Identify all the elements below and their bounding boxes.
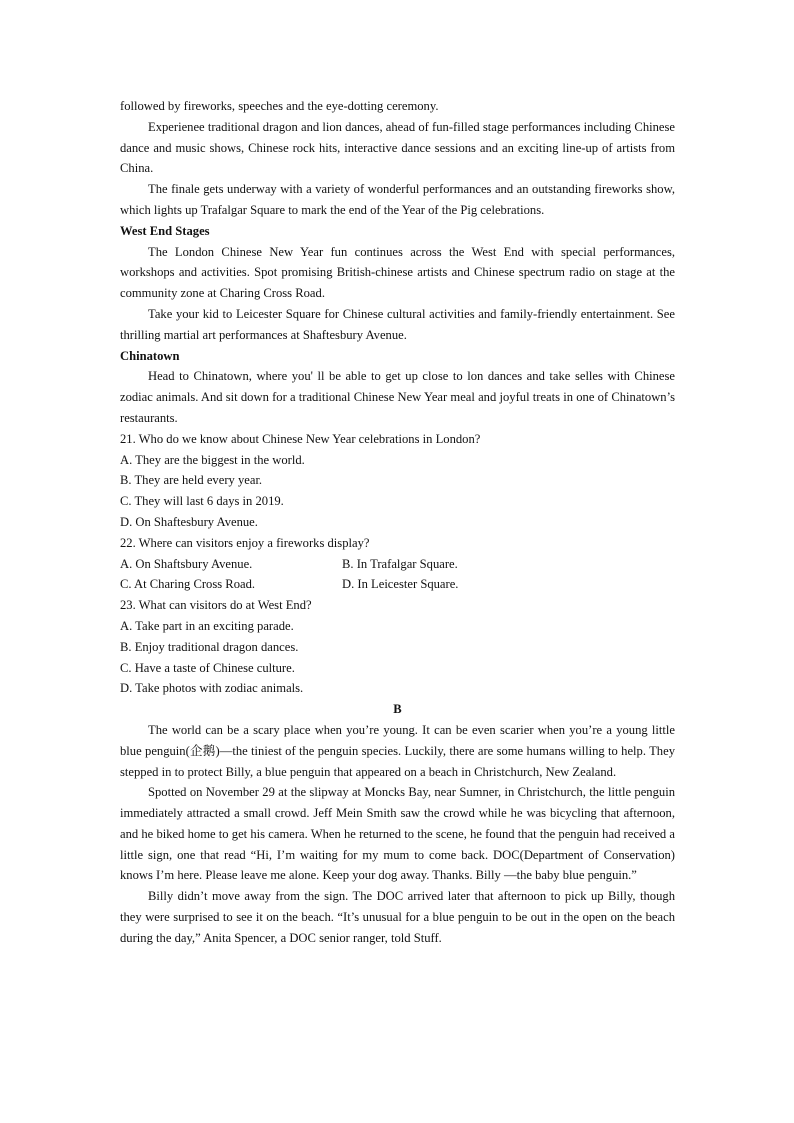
- paragraph-a0: followed by fireworks, speeches and the eye-dotting ceremony.: [120, 99, 439, 113]
- paragraph-b3: Billy didn’t move away from the sign. The DOC arrived later that afternoon to pick up Billy, though they were surprised to see it on the beach. “It’s unusual for a blue penguin to be out in the open on the beach during the day,” Anita Spencer, a DOC senior ranger, told Stuff.: [120, 889, 675, 945]
- option-a: A. Take part in an exciting parade.: [120, 618, 294, 633]
- option-row: [120, 554, 675, 575]
- paragraph-a3: The London Chinese New Year fun continues across the West End with special performances, workshops and activities. Spot promising British-chinese artists and Chinese spectrum radio on stage at the community zone at Charing Cross Road.: [120, 244, 675, 301]
- heading-chinatown: Chinatown: [120, 348, 180, 363]
- paragraph-a4: Take your kid to Leicester Square for Chinese cultural activities and family-friendly entertainment. See thrilling martial art performances at Shaftesbury Avenue.: [120, 306, 675, 342]
- heading-west-end-stages: West End Stages: [120, 223, 210, 238]
- option-b: B. Enjoy traditional dragon dances.: [120, 639, 299, 654]
- question-23: [120, 595, 675, 699]
- option-b: B. In Trafalgar Square.: [342, 556, 458, 571]
- option-row: [120, 574, 675, 595]
- option-d: D. On Shaftesbury Avenue.: [120, 514, 258, 529]
- option-c: C. At Charing Cross Road.: [120, 577, 256, 592]
- question-stem: 23. What can visitors do at West End?: [120, 598, 312, 613]
- option-c: C. They will last 6 days in 2019.: [120, 494, 284, 509]
- paragraph-b1: The world can be a scary place when you’re young. It can be even scarier when you’re a young little blue penguin(企鹅)—the tiniest of the penguin species. Luckily, there are some humans willing to help. They stepped in to protect Billy, a blue penguin that appeared on a beach in Christchurch, New Zealand.: [120, 722, 675, 779]
- option-d: D. Take photos with zodiac animals.: [120, 681, 304, 696]
- question-stem: 22. Where can visitors enjoy a fireworks display?: [120, 535, 370, 550]
- section-b-heading: B: [393, 702, 402, 717]
- option-c: C. Have a taste of Chinese culture.: [120, 660, 295, 675]
- question-stem: 21. Who do we know about Chinese New Year celebrations in London?: [120, 431, 481, 446]
- option-a: A. They are the biggest in the world.: [120, 452, 305, 467]
- paragraph-a5: Head to Chinatown, where you' ll be able to get up close to lon dances and take selles with Chinese zodiac animals. And sit down for a traditional Chinese New Year meal and joyful treats in one of Chinatown’s restaurants.: [120, 369, 675, 425]
- paragraph-a1: Experienee traditional dragon and lion dances, ahead of fun-filled stage performances including Chinese dance and music shows, Chinese rock hits, interactive dance sessions and an exciting line-up of artists from China.: [120, 119, 675, 176]
- paragraph-b2: Spotted on November 29 at the slipway at Moncks Bay, near Sumner, in Christchurch, the little penguin immediately attracted a small crowd. Jeff Mein Smith saw the crowd while he was bicycling that afternoon, and he biked home to get his camera. When he returned to the scene, he found that the penguin had received a little sign, one that read “Hi, I’m waiting for my mum to come back. DOC(Department of Conservation) knows I’m here. Please leave me alone. Keep your dog away. Thanks. Billy —the baby blue penguin.”: [120, 785, 675, 883]
- question-22: [120, 533, 675, 595]
- paragraph-a2: The finale gets underway with a variety of wonderful performances and an outstanding fireworks show, which lights up Trafalgar Square to mark the end of the Year of the Pig celebrations.: [120, 182, 675, 217]
- option-b: B. They are held every year.: [120, 473, 263, 488]
- document-page: [120, 96, 675, 949]
- option-d: D. In Leicester Square.: [342, 577, 459, 592]
- question-21: [120, 429, 675, 533]
- option-a: A. On Shaftsbury Avenue.: [120, 556, 253, 571]
